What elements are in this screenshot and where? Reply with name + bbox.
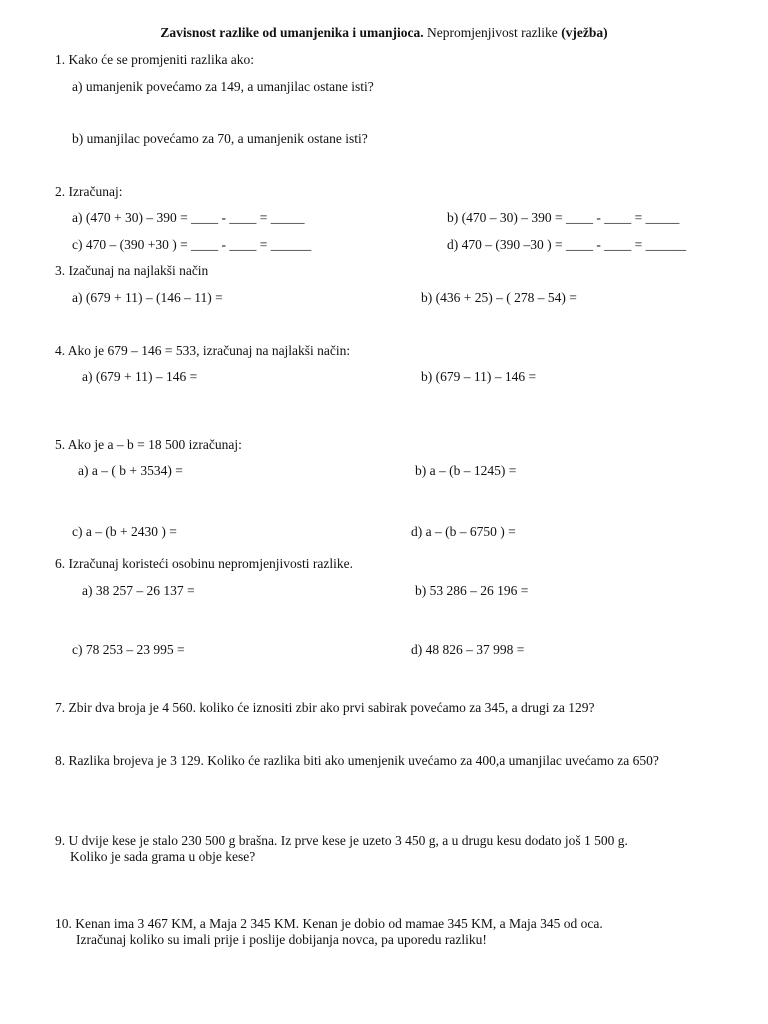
task-5c: c) a – (b + 2430 ) = [72,524,177,539]
task-5d: d) a – (b – 6750 ) = [411,524,516,539]
task-2-prompt: 2. Izračunaj: [55,184,123,199]
title-normal: Nepromjenjivost razlike [423,25,562,40]
task-2d: d) 470 – (390 –30 ) = ____ - ____ = ______ [447,237,687,252]
task-6b: b) 53 286 – 26 196 = [415,583,529,598]
task-8: 8. Razlika brojeva je 3 129. Koliko će razlika biti ako umenjenik uvećamo za 400,a umanjilac uvećamo za 650? [55,753,659,768]
task-2b: b) (470 – 30) – 390 = ____ - ____ = _____ [447,210,680,225]
task-9-line-2: Koliko je sada grama u obje kese? [70,849,256,864]
task-6d: d) 48 826 – 37 998 = [411,642,525,657]
task-2c: c) 470 – (390 +30 ) = ____ - ____ = ______ [72,237,312,252]
task-3-prompt: 3. Izačunaj na najlakši način [55,263,209,278]
task-3a: a) (679 + 11) – (146 – 11) = [72,290,223,305]
task-2a: a) (470 + 30) – 390 = ____ - ____ = _____ [72,210,305,225]
task-4a: a) (679 + 11) – 146 = [82,369,198,384]
task-5a: a) a – ( b + 3534) = [78,463,183,478]
task-6a: a) 38 257 – 26 137 = [82,583,195,598]
task-3b: b) (436 + 25) – ( 278 – 54) = [421,290,577,305]
task-5b: b) a – (b – 1245) = [415,463,517,478]
task-10-line-1: 10. Kenan ima 3 467 KM, a Maja 2 345 KM. Kenan je dobio od mamae 345 KM, a Maja 345 od oca. [55,916,603,931]
task-6c: c) 78 253 – 23 995 = [72,642,185,657]
task-4-prompt: 4. Ako je 679 – 146 = 533, izračunaj na najlakši način: [55,343,351,358]
task-1b: b) umanjilac povećamo za 70, a umanjenik ostane isti? [72,131,368,146]
task-5-prompt: 5. Ako je a – b = 18 500 izračunaj: [55,437,242,452]
task-4b: b) (679 – 11) – 146 = [421,369,537,384]
task-1-prompt: 1. Kako će se promjeniti razlika ako: [55,52,255,67]
task-9-line-1: 9. U dvije kese je stalo 230 500 g brašna. Iz prve kese je uzeto 3 450 g, a u drugu kesu dodato još 1 500 g. [55,833,628,848]
title-bold: Zavisnost razlike od umanjenika i umanjioca. [160,25,424,40]
task-7: 7. Zbir dva broja je 4 560. koliko će iznositi zbir ako prvi sabirak povećamo za 345, a drugi za 129? [55,700,595,715]
task-1a: a) umanjenik povećamo za 149, a umanjilac ostane isti? [72,79,374,94]
task-10-line-2: Izračunaj koliko su imali prije i poslije dobijanja novca, pa uporedu razliku! [76,932,487,947]
task-6-prompt: 6. Izračunaj koristeći osobinu nepromjenjivosti razlike. [55,556,354,571]
title-suffix: (vježba) [561,25,608,40]
worksheet-title [0,25,768,41]
